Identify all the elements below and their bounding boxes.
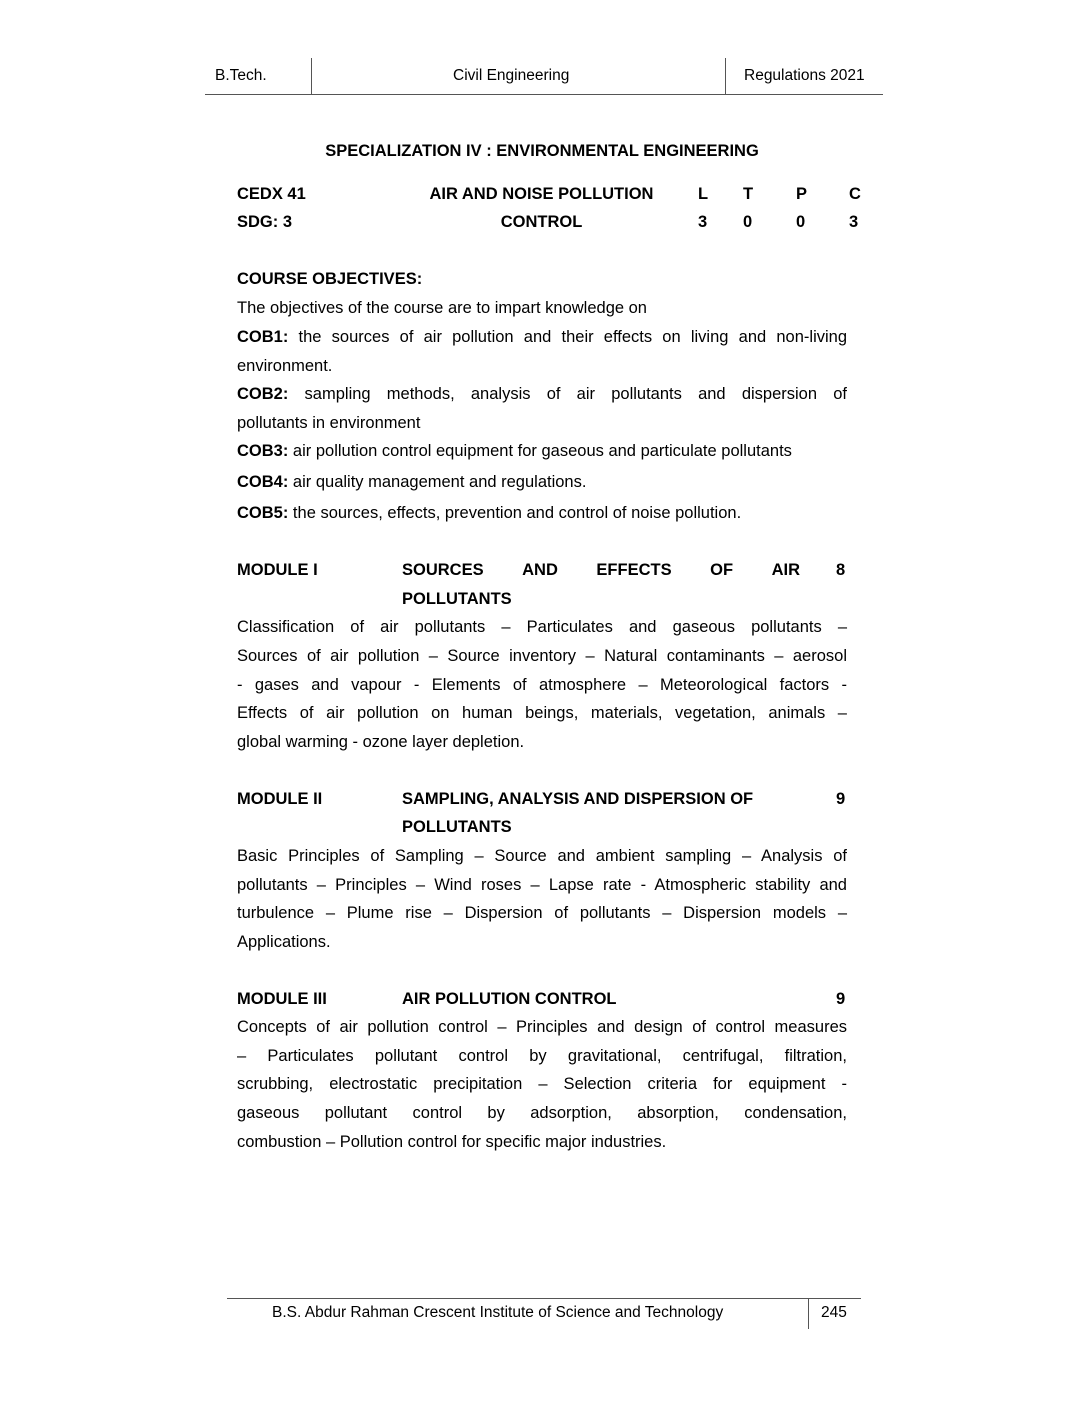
page-number: 245	[821, 1304, 847, 1321]
course-code: CEDX 41	[237, 185, 306, 203]
objective-text: the sources, effects, prevention and control of noise pollution.	[288, 504, 742, 522]
ltpc-header-l: L	[698, 185, 709, 203]
page-header	[205, 58, 883, 95]
module-text-line: combustion – Pollution control for specific major industries.	[237, 1133, 667, 1151]
objective-text-cont: pollutants in environment	[237, 414, 421, 432]
objective-label: COB5:	[237, 504, 289, 522]
specialization-title: SPECIALIZATION IV : ENVIRONMENTAL ENGINEERING	[325, 142, 759, 160]
ltpc-value-l: 3	[698, 213, 708, 231]
module-text-line: turbulence – Plume rise – Dispersion of pollutants – Dispersion models –	[237, 904, 847, 922]
course-name-line2: CONTROL	[500, 213, 583, 231]
module-text-line: Concepts of air pollution control – Principles and design of control measures	[237, 1018, 847, 1036]
module-text-line: - gases and vapour - Elements of atmosphere – Meteorological factors -	[237, 676, 847, 694]
module-title-word: SOURCES	[402, 561, 484, 579]
objective-item	[237, 499, 741, 528]
module-hours: 9	[836, 790, 846, 808]
footer-institution: B.S. Abdur Rahman Crescent Institute of Science and Technology	[272, 1304, 724, 1321]
module-text-line: Basic Principles of Sampling – Source and ambient sampling – Analysis of	[237, 847, 847, 865]
module-label: MODULE I	[237, 561, 318, 579]
ltpc-value-c: 3	[849, 213, 859, 231]
objective-label: COB2:	[237, 385, 289, 403]
objective-item	[237, 468, 586, 497]
objective-item	[237, 437, 792, 466]
page-footer	[227, 1298, 861, 1329]
module-text-line: Sources of air pollution – Source inventory – Natural contaminants – aerosol	[237, 647, 847, 665]
module-hours: 8	[836, 561, 846, 579]
objective-label: COB1:	[237, 328, 289, 346]
module-text-line: gaseous pollutant control by adsorption, absorption, condensation,	[237, 1104, 847, 1122]
objective-text-cont: environment.	[237, 357, 333, 375]
module-title-word: AIR	[771, 561, 800, 579]
objective-label: COB3:	[237, 442, 289, 460]
ltpc-header-p: P	[796, 185, 808, 203]
ltpc-value-p: 0	[796, 213, 806, 231]
objective-text: air quality management and regulations.	[288, 473, 587, 491]
module-label: MODULE II	[237, 790, 323, 808]
module-title: SAMPLING, ANALYSIS AND DISPERSION OF	[402, 790, 754, 808]
header-divider	[725, 58, 726, 94]
objective-text: sampling methods, analysis of air pollutants and dispersion of	[288, 385, 847, 403]
header-program: B.Tech.	[215, 67, 267, 84]
header-department: Civil Engineering	[453, 67, 570, 84]
module-text-line: Classification of air pollutants – Particulates and gaseous pollutants –	[237, 618, 847, 636]
module-title	[402, 556, 800, 585]
course-name-line1: AIR AND NOISE POLLUTION	[429, 185, 654, 203]
module-text-line: – Particulates pollutant control by gravitational, centrifugal, filtration,	[237, 1047, 847, 1065]
module-text-line: global warming - ozone layer depletion.	[237, 733, 525, 751]
module-title-word: AND	[522, 561, 558, 579]
header-regulations: Regulations 2021	[744, 67, 865, 84]
module-text-line: Applications.	[237, 933, 331, 951]
ltpc-header-c: C	[849, 185, 861, 203]
module-text-line: pollutants – Principles – Wind roses – Lapse rate - Atmospheric stability and	[237, 876, 847, 894]
module-title-word: EFFECTS	[596, 561, 672, 579]
module-text-line: scrubbing, electrostatic precipitation – Selection criteria for equipment -	[237, 1075, 847, 1093]
objective-text: the sources of air pollution and their effects on living and non-living	[288, 328, 847, 346]
module-title: AIR POLLUTION CONTROL	[402, 990, 617, 1008]
objective-label: COB4:	[237, 473, 289, 491]
ltpc-value-t: 0	[743, 213, 753, 231]
module-text-line: Effects of air pollution on human beings, materials, vegetation, animals –	[237, 704, 847, 722]
objective-text: air pollution control equipment for gaseous and particulate pollutants	[288, 442, 792, 460]
header-divider	[311, 58, 312, 94]
module-hours: 9	[836, 990, 846, 1008]
footer-divider	[808, 1299, 809, 1329]
objectives-heading: COURSE OBJECTIVES:	[237, 270, 423, 288]
module-title-cont: POLLUTANTS	[402, 590, 512, 608]
objectives-intro: The objectives of the course are to impart knowledge on	[237, 299, 647, 317]
module-title-word: OF	[710, 561, 734, 579]
ltpc-header-t: T	[743, 185, 754, 203]
module-label: MODULE III	[237, 990, 327, 1008]
objective-item	[237, 323, 847, 352]
module-title-cont: POLLUTANTS	[402, 818, 512, 836]
objective-item	[237, 380, 847, 409]
course-sdg: SDG: 3	[237, 213, 293, 231]
